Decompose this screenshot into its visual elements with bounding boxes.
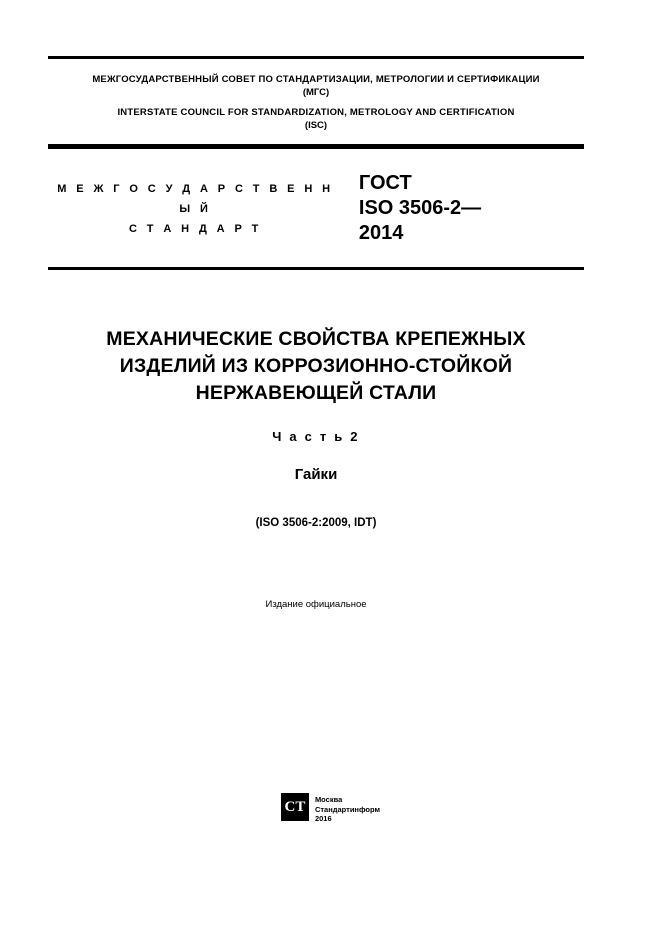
page-content xyxy=(48,56,584,610)
standard-designation xyxy=(353,171,584,246)
title-line3: НЕРЖАВЕЮЩЕЙ СТАЛИ xyxy=(195,382,437,404)
iso-reference: (ISO 3506-2:2009, IDT) xyxy=(255,517,377,529)
issuing-organization xyxy=(48,59,584,144)
standartinform-logo-icon: СТ xyxy=(281,793,309,821)
org-abbr-ru: (МГС) xyxy=(302,87,330,98)
designation-line3: 2014 xyxy=(358,222,404,244)
standard-type-line2: С Т А Н Д А Р Т xyxy=(129,223,262,235)
standard-identification xyxy=(48,149,584,267)
standard-type xyxy=(48,171,343,239)
designation-line1: ГОСТ xyxy=(358,172,412,194)
title-line2: ИЗДЕЛИЙ ИЗ КОРРОЗИОННО-СТОЙКОЙ xyxy=(119,355,513,377)
publisher-name: Стандартинформ xyxy=(314,804,381,814)
publisher-inner xyxy=(281,793,380,824)
publisher-city: Москва xyxy=(314,795,343,804)
document-title xyxy=(48,326,584,407)
publisher-year: 2016 xyxy=(314,814,332,823)
org-name-ru: МЕЖГОСУДАРСТВЕННЫЙ СОВЕТ ПО СТАНДАРТИЗАЦИИ, МЕТРОЛОГИИ И СЕРТИФИКАЦИИ xyxy=(92,74,540,85)
publisher-text xyxy=(315,793,380,824)
document-subtitle: Гайки xyxy=(294,466,338,483)
edition-note: Издание официальное xyxy=(265,599,367,610)
org-spacer xyxy=(56,99,576,106)
designation-line2: ISO 3506-2— xyxy=(358,197,482,219)
org-name-en: INTERSTATE COUNCIL FOR STANDARDIZATION, METROLOGY AND CERTIFICATION xyxy=(117,107,515,118)
publisher-block xyxy=(0,793,661,824)
title-line1: МЕХАНИЧЕСКИЕ СВОЙСТВА КРЕПЕЖНЫХ xyxy=(106,328,526,350)
org-abbr-en: (ISC) xyxy=(304,120,328,131)
standard-type-line1: М Е Ж Г О С У Д А Р С Т В Е Н Н Ы Й xyxy=(57,183,334,215)
part-label: Ч а с т ь 2 xyxy=(272,429,360,444)
designation-rule xyxy=(48,267,584,270)
